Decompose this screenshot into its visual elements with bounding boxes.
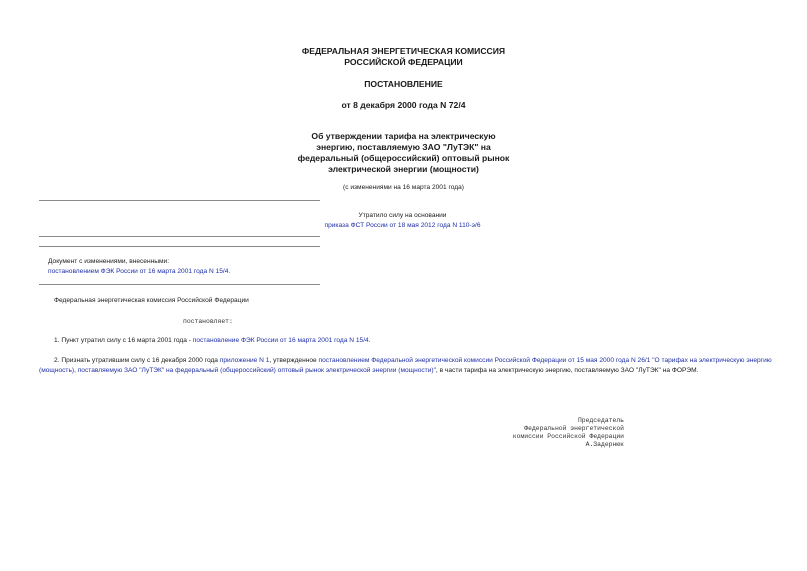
signature-line3: комиссии Российской Федерации xyxy=(512,433,624,440)
signature-line1: Председатель xyxy=(577,417,624,424)
divider xyxy=(39,236,320,237)
paragraph-2-text-b: , утвержденное xyxy=(269,357,319,364)
amended-note: (с изменениями на 16 марта 2001 года) xyxy=(343,184,464,191)
signature-name: А.Задернюк xyxy=(585,441,624,448)
paragraph-1-link[interactable]: постановление ФЭК России от 16 марта 2001 года N 15/4. xyxy=(192,337,371,344)
document-date-number: от 8 декабря 2000 года N 72/4 xyxy=(341,100,466,110)
resolution-26-1-link[interactable]: постановлением Федеральной энергетической комиссии Российской Федерации от 15 мая 2000 года N 26/1 "О тарифах на электрическую энергию (мощность), поставляемую ЗАО "ЛуТЭК" на федеральный (общероссийский) оптовый рынок электрической энергии (мощности)" xyxy=(39,357,772,374)
title-line3: федеральный (общероссийский) оптовый рынок xyxy=(297,153,510,163)
divider xyxy=(39,284,320,285)
divider xyxy=(39,246,320,247)
signature-line2: Федеральной энергетической xyxy=(524,425,624,432)
paragraph-2-text-a: 2. Признать утратившим силу с 16 декабря 2000 года xyxy=(54,357,220,364)
paragraph-2 xyxy=(39,356,772,376)
org-name-line1: ФЕДЕРАЛЬНАЯ ЭНЕРГЕТИЧЕСКАЯ КОМИССИЯ xyxy=(301,46,506,56)
changes-link[interactable]: постановлением ФЭК России от 16 марта 2001 года N 15/4. xyxy=(48,268,231,275)
title-line2: энергию, поставляемую ЗАО "ЛуТЭК" на xyxy=(316,142,491,152)
resolves-text: постановляет: xyxy=(183,318,233,325)
void-notice-text: Утратило силу на основании xyxy=(358,212,447,219)
org-name-line2: РОССИЙСКОЙ ФЕДЕРАЦИИ xyxy=(344,57,463,67)
document-type: ПОСТАНОВЛЕНИЕ xyxy=(364,79,443,89)
title-line1: Об утверждении тарифа на электрическую xyxy=(311,131,496,141)
commission-name: Федеральная энергетическая комиссия Российской Федерации xyxy=(54,297,249,304)
changes-text: Документ с изменениями, внесенными: xyxy=(48,258,170,265)
paragraph-1-text: 1. Пункт утратил силу с 16 марта 2001 года - xyxy=(54,337,193,344)
annex-link[interactable]: приложение N 1 xyxy=(219,357,270,364)
paragraph-2-text-c: , в части тарифа на электрическую энергию, поставляемую ЗАО "ЛуТЭК" на ФОРЭМ. xyxy=(435,367,699,374)
title-line4: электрической энергии (мощности) xyxy=(328,164,479,174)
paragraph-1 xyxy=(54,336,371,346)
divider xyxy=(39,200,320,201)
void-notice-link[interactable]: приказа ФСТ России от 18 мая 2012 года N 110-э/6 xyxy=(324,222,481,229)
